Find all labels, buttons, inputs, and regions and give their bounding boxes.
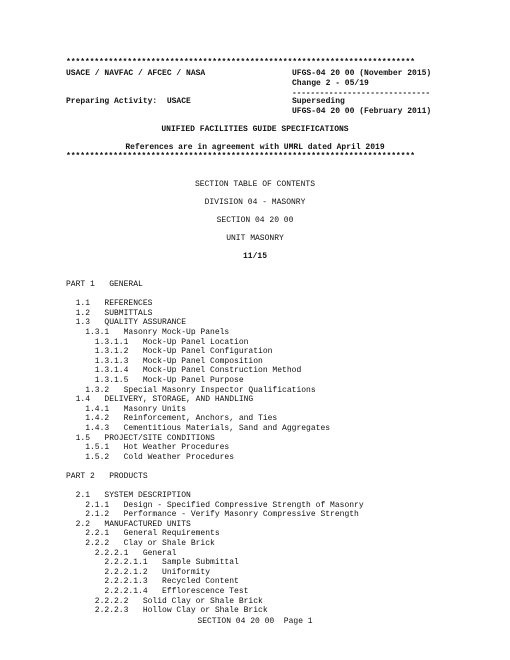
toc-entry: 1.5 PROJECT/SITE CONDITIONS (66, 433, 215, 443)
toc-entry: 1.3.2 Special Masonry Inspector Qualifications (66, 385, 316, 395)
toc-entry: 1.4.1 Masonry Units (66, 404, 187, 414)
toc-entry: 1.3.1.4 Mock-Up Panel Construction Method (66, 366, 302, 376)
toc-entry: PART 1 GENERAL (66, 280, 143, 289)
toc-entry: 1.2 SUBMITTALS (66, 308, 153, 318)
toc-spacer (66, 462, 364, 472)
toc-entry: 2.2.2.1 General (66, 548, 177, 558)
toc-entry: PART 2 PRODUCTS (66, 471, 148, 481)
toc-entry: 1.1 REFERENCES (66, 299, 153, 309)
toc-entry: 1.3.1 Masonry Mock-Up Panels (66, 327, 230, 337)
division-title: DIVISION 04 - MASONRY (204, 198, 306, 207)
section-name: UNIT MASONRY (226, 234, 284, 243)
toc-spacer (66, 290, 364, 300)
header-star-rule-bottom: ************************************************************************** (66, 152, 415, 161)
toc-entry: 1.4.3 Cementitious Materials, Sand and Aggregates (66, 423, 331, 433)
toc-entry: 2.2.1 General Requirements (66, 529, 220, 539)
toc-entry: 2.2 MANUFACTURED UNITS (66, 519, 191, 529)
toc-entry: 2.2.2.3 Hollow Clay or Shale Brick (66, 606, 268, 616)
toc-entry: 2.1.2 Performance - Verify Masonry Compressive Strength (66, 510, 359, 520)
toc-entry: 2.1.1 Design - Specified Compressive Strength of Masonry (66, 500, 364, 510)
preparing-activity: Preparing Activity: USACE (66, 97, 191, 106)
toc-entry: 2.2.2 Clay or Shale Brick (66, 539, 215, 549)
table-of-contents (66, 280, 364, 616)
toc-entry: 1.3.1.1 Mock-Up Panel Location (66, 337, 249, 347)
superseding-spec: UFGS-04 20 00 (February 2011) (292, 107, 432, 116)
section-number: SECTION 04 20 00 (216, 216, 294, 225)
toc-entry: 2.2.2.1.3 Recycled Content (66, 577, 239, 587)
section-date: 11/15 (242, 252, 267, 261)
toc-entry: 1.3 QUALITY ASSURANCE (66, 318, 187, 328)
toc-entry: 1.5.2 Cold Weather Procedures (66, 452, 235, 462)
main-title: UNIFIED FACILITIES GUIDE SPECIFICATIONS (161, 125, 349, 134)
toc-title: SECTION TABLE OF CONTENTS (194, 180, 316, 189)
superseding-label: Superseding (292, 97, 345, 106)
spec-number: UFGS-04 20 00 (November 2015) (292, 69, 432, 78)
toc-entry: 2.2.2.1.1 Sample Submittal (66, 558, 239, 568)
toc-entry: 2.2.2.2 Solid Clay or Shale Brick (66, 596, 263, 606)
toc-entry: 2.2.2.1.2 Uniformity (66, 567, 211, 577)
toc-entry: 2.1 SYSTEM DESCRIPTION (66, 491, 191, 501)
change-number: Change 2 - 05/19 (292, 79, 369, 88)
header-dash-rule: ------------------------------ (292, 89, 431, 98)
header-star-rule-top: ************************************************************************** (66, 58, 415, 67)
toc-entry: 1.3.1.3 Mock-Up Panel Composition (66, 356, 263, 366)
toc-entry: 1.3.1.2 Mock-Up Panel Configuration (66, 347, 273, 357)
toc-entry: 1.3.1.5 Mock-Up Panel Purpose (66, 375, 244, 385)
toc-entry: 1.4 DELIVERY, STORAGE, AND HANDLING (66, 395, 254, 405)
references-note: References are in agreement with UMRL dated April 2019 (125, 143, 385, 152)
toc-entry: 2.2.2.1.4 Efflorescence Test (66, 587, 249, 596)
agencies: USACE / NAVFAC / AFCEC / NASA (66, 69, 206, 78)
toc-spacer (66, 481, 364, 491)
toc-entry: 1.5.1 Hot Weather Procedures (66, 443, 230, 453)
page-footer: SECTION 04 20 00 Page 1 (197, 617, 313, 626)
toc-entry: 1.4.2 Reinforcement, Anchors, and Ties (66, 414, 278, 424)
